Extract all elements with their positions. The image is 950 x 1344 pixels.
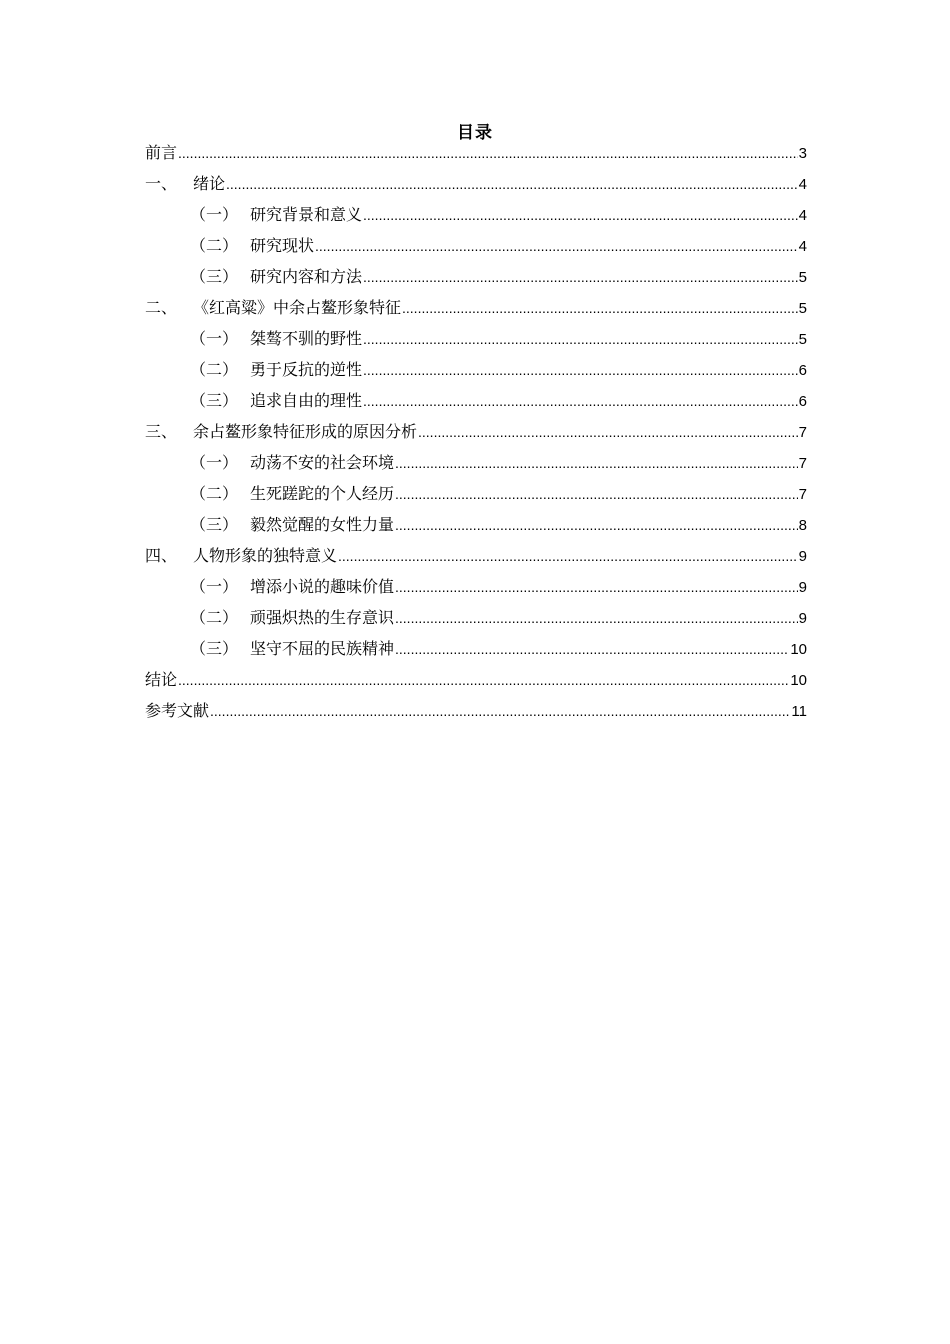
toc-entry[interactable]: [145, 513, 807, 544]
toc-entry-number: （二）: [190, 236, 239, 255]
toc-dot-leader: [210, 699, 790, 723]
toc-entry-title: 坚守不屈的民族精神: [250, 639, 395, 658]
toc-entry-page-number: 10: [790, 672, 807, 689]
toc-dot-leader: [395, 513, 798, 537]
toc-dot-leader: [363, 358, 798, 382]
toc-entry[interactable]: [145, 699, 807, 730]
table-of-contents: [145, 141, 807, 730]
toc-dot-leader: [178, 141, 798, 165]
toc-entry[interactable]: [145, 544, 807, 575]
toc-entry[interactable]: [145, 327, 807, 358]
toc-dot-leader: [226, 172, 798, 196]
toc-entry-page-number: 5: [798, 300, 807, 317]
toc-dot-leader: [315, 234, 798, 258]
toc-entry-page-number: 8: [798, 517, 807, 534]
toc-entry[interactable]: [145, 358, 807, 389]
toc-entry-title: 《红高粱》中余占鳌形象特征: [193, 298, 402, 317]
toc-entry-page-number: 11: [791, 703, 807, 720]
toc-entry-page-number: 3: [798, 145, 807, 162]
toc-entry-number: （一）: [190, 205, 239, 224]
toc-entry-title: 增添小说的趣味价值: [250, 577, 395, 596]
toc-entry-page-number: 7: [798, 455, 807, 472]
toc-entry-page-number: 9: [798, 548, 807, 565]
toc-entry-title: 结论: [145, 670, 178, 689]
toc-entry-page-number: 5: [798, 331, 807, 348]
toc-dot-leader: [395, 606, 798, 630]
toc-entry-number: 二、: [145, 298, 178, 317]
toc-entry[interactable]: [145, 234, 807, 265]
toc-entry-page-number: 7: [798, 486, 807, 503]
toc-entry-page-number: 6: [798, 362, 807, 379]
toc-dot-leader: [363, 327, 798, 351]
toc-entry-title: 动荡不安的社会环境: [250, 453, 395, 472]
toc-entry[interactable]: [145, 296, 807, 327]
toc-entry-number: （一）: [190, 329, 239, 348]
toc-entry-number: （二）: [190, 360, 239, 379]
toc-entry-title: 追求自由的理性: [250, 391, 363, 410]
toc-entry-title: 余占鳌形象特征形成的原因分析: [193, 422, 418, 441]
toc-entry-title: 研究内容和方法: [250, 267, 363, 286]
toc-dot-leader: [363, 389, 798, 413]
toc-entry-title: 顽强炽热的生存意识: [250, 608, 395, 627]
page-title: 目录: [457, 123, 493, 143]
toc-entry-page-number: 6: [798, 393, 807, 410]
toc-entry[interactable]: [145, 265, 807, 296]
toc-entry-number: 四、: [145, 546, 178, 565]
toc-entry-page-number: 4: [798, 238, 807, 255]
toc-dot-leader: [395, 482, 798, 506]
toc-entry-number: （三）: [190, 639, 239, 658]
toc-entry-title: 桀骜不驯的野性: [250, 329, 363, 348]
toc-entry-number: （三）: [190, 391, 239, 410]
toc-entry[interactable]: [145, 482, 807, 513]
toc-entry-title: 生死蹉跎的个人经历: [250, 484, 395, 503]
toc-entry-number: 一、: [145, 174, 178, 193]
toc-dot-leader: [338, 544, 798, 568]
toc-entry-number: （一）: [190, 577, 239, 596]
toc-entry-number: （二）: [190, 608, 239, 627]
toc-entry-page-number: 4: [798, 207, 807, 224]
toc-entry-page-number: 5: [798, 269, 807, 286]
toc-entry-number: 三、: [145, 422, 178, 441]
toc-entry-title: 前言: [145, 143, 178, 162]
toc-dot-leader: [395, 451, 798, 475]
toc-entry-title: 绪论: [193, 174, 226, 193]
toc-entry-title: 参考文献: [145, 701, 210, 720]
toc-dot-leader: [363, 265, 798, 289]
toc-entry-page-number: 9: [798, 610, 807, 627]
toc-entry[interactable]: [145, 575, 807, 606]
toc-entry[interactable]: [145, 203, 807, 234]
toc-entry-title: 人物形象的独特意义: [193, 546, 338, 565]
toc-dot-leader: [395, 637, 789, 661]
toc-dot-leader: [363, 203, 798, 227]
toc-entry-page-number: 9: [798, 579, 807, 596]
toc-entry-page-number: 4: [798, 176, 807, 193]
toc-entry-title: 研究现状: [250, 236, 315, 255]
toc-entry-title: 毅然觉醒的女性力量: [250, 515, 395, 534]
toc-dot-leader: [402, 296, 798, 320]
toc-entry-title: 研究背景和意义: [250, 205, 363, 224]
toc-entry[interactable]: [145, 637, 807, 668]
toc-dot-leader: [418, 420, 798, 444]
toc-entry-number: （一）: [190, 453, 239, 472]
toc-entry-title: 勇于反抗的逆性: [250, 360, 363, 379]
toc-entry-number: （三）: [190, 267, 239, 286]
toc-entry[interactable]: [145, 668, 807, 699]
toc-entry[interactable]: [145, 172, 807, 203]
toc-entry[interactable]: [145, 606, 807, 637]
toc-entry[interactable]: [145, 420, 807, 451]
toc-entry[interactable]: [145, 141, 807, 172]
toc-entry-page-number: 7: [798, 424, 807, 441]
toc-entry-number: （三）: [190, 515, 239, 534]
toc-entry-number: （二）: [190, 484, 239, 503]
toc-dot-leader: [178, 668, 789, 692]
toc-entry[interactable]: [145, 389, 807, 420]
toc-entry-page-number: 10: [790, 641, 807, 658]
toc-entry[interactable]: [145, 451, 807, 482]
toc-dot-leader: [395, 575, 798, 599]
